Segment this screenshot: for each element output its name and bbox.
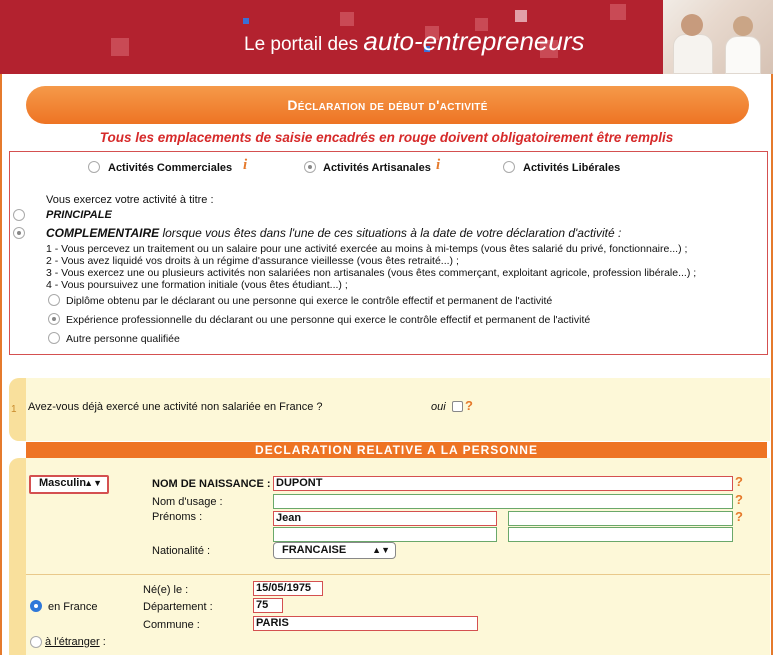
radio-etranger[interactable]	[30, 636, 42, 648]
help-icon[interactable]: ?	[735, 509, 743, 524]
nom-usage-label: Nom d'usage :	[152, 496, 223, 508]
nom-naissance-label: NOM DE NAISSANCE :	[152, 478, 271, 490]
info-icon[interactable]: i	[436, 157, 441, 173]
radio-en-france[interactable]	[30, 600, 42, 612]
label-autre-personne: Autre personne qualifiée	[66, 333, 180, 345]
header-banner	[0, 0, 773, 74]
radio-activites-artisanales[interactable]	[304, 161, 316, 173]
commune-input[interactable]: PARIS	[253, 616, 478, 631]
label-experience: Expérience professionnelle du déclarant ou une personne qui exerce le contrôle effectif et permanent de l'activité	[66, 314, 591, 326]
required-fields-warning: Tous les emplacements de saisie encadrés en rouge doivent obligatoirement être remplis	[99, 130, 674, 145]
site-title: Le portail des auto-entrepreneurs	[244, 26, 585, 56]
prenom-2-input[interactable]	[508, 511, 733, 526]
label-en-france: en France	[48, 601, 98, 613]
radio-activites-liberales[interactable]	[503, 161, 515, 173]
nom-usage-input[interactable]	[273, 494, 733, 509]
select-arrows-icon: ▲▼	[372, 545, 390, 555]
nationalite-select[interactable]: FRANCAISE ▲▼	[273, 542, 396, 559]
situation-3: 3 - Vous exercez une ou plusieurs activités non salariées non artisanales (vous êtes commerçant, exploitant agricole, profession libérale...) ;	[46, 267, 697, 279]
question-1-text: Avez-vous déjà exercé une activité non salariée en France ?	[28, 401, 323, 413]
label-oui: oui	[431, 401, 446, 413]
decor-square	[610, 4, 626, 20]
nationalite-label: Nationalité :	[152, 545, 211, 557]
prenoms-label: Prénoms :	[152, 511, 203, 523]
divider	[26, 574, 770, 575]
ne-le-input[interactable]: 15/05/1975	[253, 581, 323, 596]
radio-autre-personne[interactable]	[48, 332, 60, 344]
label-principale: PRINCIPALE	[46, 209, 112, 221]
situation-2: 2 - Vous avez liquidé vos droits à un régime d'assurance vieillesse (vous êtes retraité...) ;	[46, 255, 459, 267]
help-icon[interactable]: ?	[465, 398, 473, 413]
nom-naissance-input[interactable]: DUPONT	[273, 476, 733, 491]
commune-label: Commune :	[143, 619, 200, 631]
prenom-1-input[interactable]: Jean	[273, 511, 497, 526]
decor-square	[111, 38, 129, 56]
page-title: Déclaration de début d'activité	[26, 86, 749, 124]
section-title-personne: DECLARATION RELATIVE A LA PERSONNE	[26, 442, 767, 458]
label-activites-liberales: Activités Libérales	[523, 162, 621, 174]
departement-label: Département :	[143, 601, 213, 613]
help-icon[interactable]: ?	[735, 474, 743, 489]
titre-question: Vous exercez votre activité à titre :	[46, 194, 214, 206]
prenom-3-input[interactable]	[273, 527, 497, 542]
radio-complementaire[interactable]	[13, 227, 25, 239]
decor-square	[515, 10, 527, 22]
question-number: 1	[11, 404, 17, 415]
prenom-4-input[interactable]	[508, 527, 733, 542]
situation-1: 1 - Vous percevez un traitement ou un salaire pour une activité exercée au moins à mi-temps (vous êtes salarié du privé, fonctionnaire...) ;	[46, 243, 688, 255]
ne-le-label: Né(e) le :	[143, 584, 189, 596]
decor-square	[340, 12, 354, 26]
help-icon[interactable]: ?	[735, 492, 743, 507]
checkbox-oui[interactable]	[452, 400, 463, 412]
info-icon[interactable]: i	[243, 157, 248, 173]
radio-activites-commerciales[interactable]	[88, 161, 100, 173]
radio-diplome[interactable]	[48, 294, 60, 306]
label-complementaire: COMPLEMENTAIRE lorsque vous êtes dans l'une de ces situations à la date de votre déclaration d'activité :	[46, 226, 622, 240]
departement-input[interactable]: 75	[253, 598, 283, 613]
decor-square	[243, 18, 249, 24]
situation-4: 4 - Vous poursuivez une formation initiale (vous êtes étudiant...) ;	[46, 279, 348, 291]
label-activites-artisanales: Activités Artisanales	[323, 162, 431, 174]
label-diplome: Diplôme obtenu par le déclarant ou une personne qui exerce le contrôle effectif et permanent de l'activité	[66, 295, 553, 307]
label-activites-commerciales: Activités Commerciales	[108, 162, 233, 174]
radio-experience[interactable]	[48, 313, 60, 325]
sexe-select[interactable]: Masculin ▲▼	[29, 475, 109, 494]
label-etranger[interactable]: à l'étranger :	[45, 636, 106, 648]
radio-principale[interactable]	[13, 209, 25, 221]
header-photo	[663, 0, 773, 74]
select-arrows-icon: ▲▼	[84, 478, 102, 488]
